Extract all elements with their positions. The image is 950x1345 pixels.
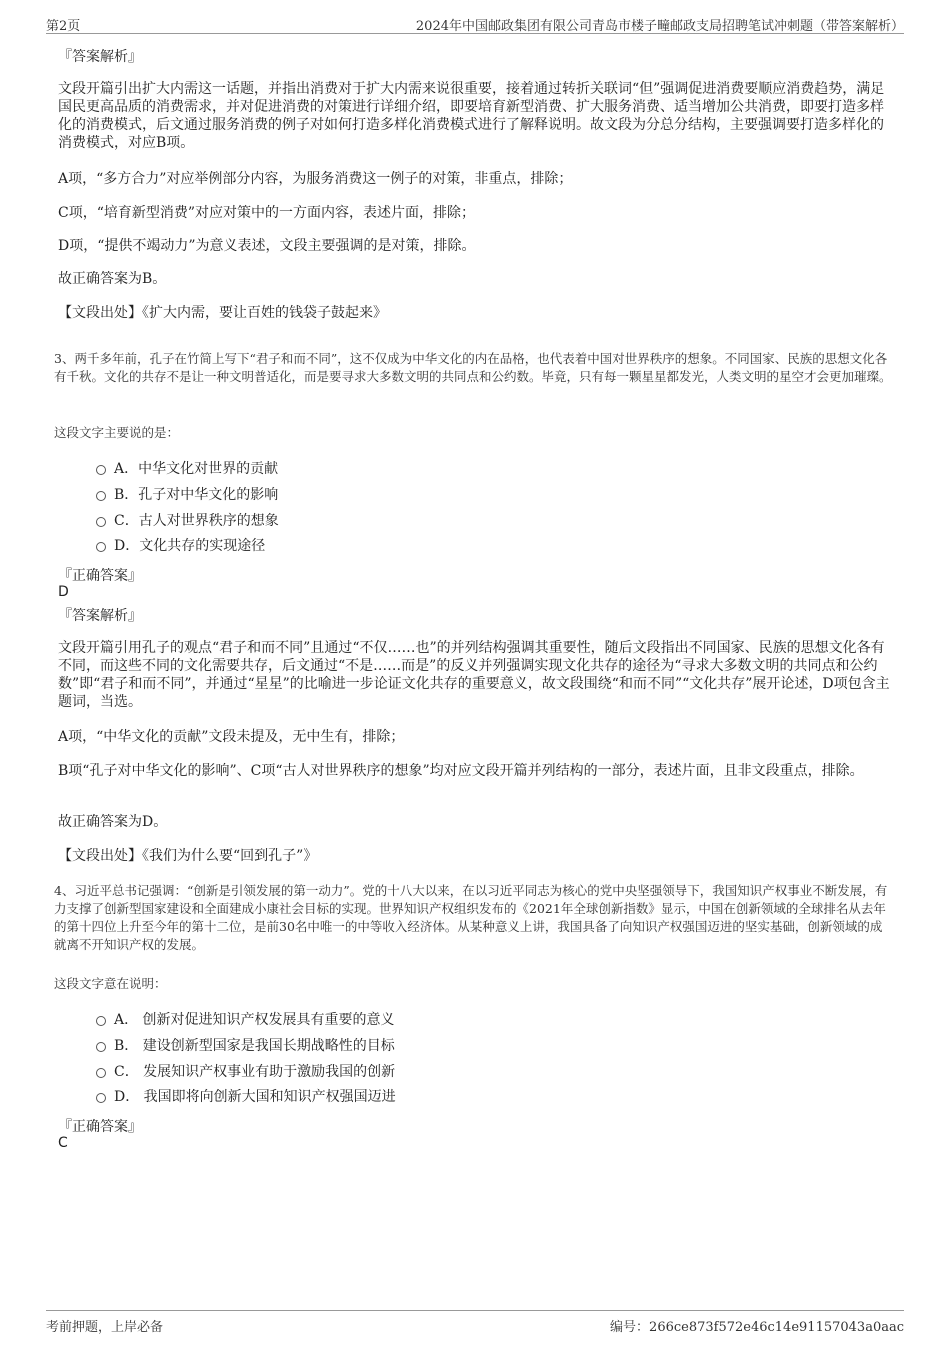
q3-correct-label: 『正确答案』 [58, 568, 142, 584]
document-id: 编号：266ce873f572e46c14e91157043a0aac [610, 1320, 904, 1335]
q3-source: 【文段出处】《我们为什么要“回到孔子”》 [58, 848, 318, 864]
q3-option-d-label: D．文化共存的实现途径 [114, 538, 266, 554]
q4-option-b-label: B． 建设创新型国家是我国长期战略性的目标 [114, 1038, 395, 1054]
q4-option-d[interactable] [96, 1087, 396, 1107]
q3-note-bc: B项“孔子对中华文化的影响”、C项“古人对世界秩序的想象”均对应文段开篇并列结构的一部分，表述片面，且非文段重点，排除。 [58, 763, 864, 779]
q2-note-a: A项，“多方合力”对应举例部分内容，为服务消费这一例子的对策，非重点，排除； [58, 171, 573, 187]
radio-icon[interactable] [96, 465, 106, 475]
q4-option-c[interactable] [96, 1062, 395, 1082]
q4-option-a-label: A． 创新对促进知识产权发展具有重要的意义 [114, 1012, 395, 1028]
q3-conclusion: 故正确答案为D。 [58, 814, 168, 830]
page-header [46, 13, 904, 34]
q4-prompt: 这段文字意在说明： [54, 976, 167, 991]
q3-prompt: 这段文字主要说的是： [54, 425, 180, 440]
q2-analysis-label: 『答案解析』 [58, 49, 142, 65]
q3-analysis: 文段开篇引用孔子的观点“君子和而不同”且通过“不仅……也”的并列结构强调其重要性，随后文段指出不同国家、民族的思想文化各有不同，而这些不同的文化需要共存，后文通过“不是……而是”的反义并列强调实现文化共存的途径为“寻求大多数文明的共同点和公约数”即“君子和而不同”，并通过“星星”的比喻进一步论证文化共存的重要意义，故文段围绕“和而不同”“文化共存”展开论述，D项包含主题词，当选。 [58, 640, 890, 710]
radio-icon[interactable] [96, 542, 106, 552]
radio-icon[interactable] [96, 1093, 106, 1103]
footer-slogan: 考前押题，上岸必备 [46, 1320, 164, 1335]
document-title: 2024年中国邮政集团有限公司青岛市楼子疃邮政支局招聘笔试冲刺题（带答案解析） [415, 19, 904, 34]
radio-icon[interactable] [96, 517, 106, 527]
q4-option-c-label: C． 发展知识产权事业有助于激励我国的创新 [114, 1064, 396, 1080]
q2-analysis: 文段开篇引出扩大内需这一话题，并指出消费对于扩大内需来说很重要，接着通过转折关联词“但”强调促进消费要顺应消费趋势，满足国民更高品质的消费需求，并对促进消费的对策进行详细介绍，即要培育新型消费、扩大服务消费、适当增加公共消费，即要打造多样化的消费模式，后文通过服务消费的例子对如何打造多样化消费模式进行了解释说明。故文段为分总分结构，主要强调要打造多样化的消费模式，对应B项。 [58, 81, 885, 151]
q3-question-text: 3、两千多年前，孔子在竹简上写下“君子和而不同”，这不仅成为中华文化的内在品格，也代表着中国对世界秩序的想象。不同国家、民族的思想文化各有千秋。文化的共存不是让一种文明普适化，而是要寻求大多数文明的共同点和公约数。毕竟，只有每一颗星星都发光，人类文明的星空才会更加璀璨。 [54, 351, 892, 384]
q4-correct-answer: C [58, 1135, 68, 1151]
q2-note-c: C项，“培育新型消费”对应对策中的一方面内容，表述片面，排除； [58, 205, 476, 221]
q2-conclusion: 故正确答案为B。 [58, 271, 167, 287]
q3-option-a[interactable] [96, 459, 278, 479]
q3-analysis-label: 『答案解析』 [58, 608, 142, 624]
q4-question-text: 4、习近平总书记强调：“创新是引领发展的第一动力”。党的十八大以来，在以习近平同志为核心的党中央坚强领导下，我国知识产权事业不断发展，有力支撑了创新型国家建设和全面建成小康社会目标的实现。世界知识产权组织发布的《2021年全球创新指数》显示，中国在创新领域的全球排名从去年的第十四位上升至今年的第十二位，是前30名中唯一的中等收入经济体。从某种意义上讲，我国具备了向知识产权强国迈进的坚实基础，创新领域的成就离不开知识产权的发展。 [54, 883, 888, 952]
q3-option-b[interactable] [96, 485, 278, 505]
q3-note-a: A项，“中华文化的贡献”文段未提及，无中生有，排除； [58, 729, 405, 745]
q3-option-a-label: A．中华文化对世界的贡献 [114, 461, 279, 477]
page-number: 第2页 [46, 19, 81, 34]
q3-option-c[interactable] [96, 511, 279, 531]
radio-icon[interactable] [96, 1068, 106, 1078]
q4-correct-label: 『正确答案』 [58, 1119, 142, 1135]
q3-option-b-label: B．孔子对中华文化的影响 [114, 487, 279, 503]
q3-correct-answer: D [58, 584, 69, 600]
radio-icon[interactable] [96, 1042, 106, 1052]
radio-icon[interactable] [96, 1016, 106, 1026]
page-footer [46, 1310, 904, 1335]
q4-option-b[interactable] [96, 1036, 395, 1056]
q4-option-a[interactable] [96, 1010, 395, 1030]
radio-icon[interactable] [96, 491, 106, 501]
q2-note-d: D项，“提供不竭动力”为意义表述，文段主要强调的是对策，排除。 [58, 238, 476, 254]
q3-option-c-label: C．古人对世界秩序的想象 [114, 513, 279, 529]
q2-source: 【文段出处】《扩大内需，要让百姓的钱袋子鼓起来》 [58, 305, 387, 321]
q4-option-d-label: D． 我国即将向创新大国和知识产权强国迈进 [114, 1089, 396, 1105]
q3-option-d[interactable] [96, 536, 265, 556]
